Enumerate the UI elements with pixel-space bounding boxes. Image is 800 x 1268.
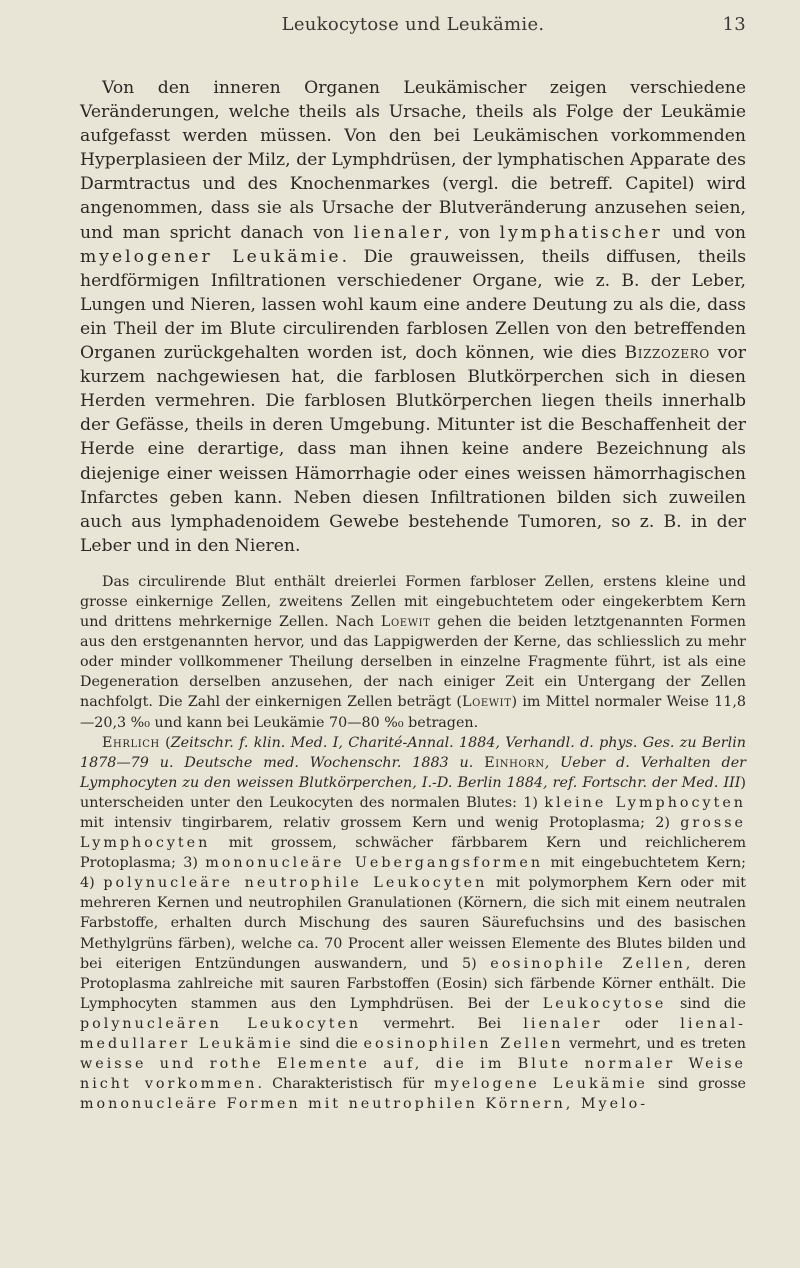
citation: , Ueber d. Verhalten der Lymphocyten zu den weissen Blutkörperchen, I.-D. Berlin 1884, ref. Fortschr. der Med. III	[80, 754, 746, 791]
text-run: oder	[602, 1015, 681, 1032]
text-run: . Charakteristisch für	[257, 1076, 435, 1093]
text-run: , deren Protoplasma zahlreiche mit sauren Farbstoffen (Eosin) sich färbende Körner enthält. Die Lymphocyten stammen aus den Lymphdrüsen. Bei der	[80, 955, 746, 1012]
page-number: 13	[722, 14, 746, 35]
text-run: ) unterscheiden unter den Leukocyten des normalen Blutes: 1)	[80, 774, 746, 811]
spaced-term: lienaler	[353, 222, 445, 243]
text-run: mit grossem, schwächer färbbarem Kern und reichlicherem Protoplasma; 3)	[80, 835, 746, 872]
spaced-term: mononucleäre Uebergangsformen	[205, 855, 544, 872]
text-run: vermehrt, und es treten	[563, 1036, 746, 1053]
paragraph-gap	[80, 558, 746, 572]
spaced-term: eosinophilen Zellen	[363, 1036, 564, 1053]
author-name: Bizzozero	[624, 343, 710, 364]
spaced-term: myelogener Leukämie	[80, 246, 342, 267]
text-run: vermehrt. Bei	[361, 1015, 524, 1032]
text-run: ) im Mittel normaler Weise 11,8—20,3 %₀ und kann bei Leukämie 70—80 %₀ betragen.	[80, 694, 746, 731]
running-title: Leukocytose und Leukämie.	[281, 14, 545, 35]
text-run: , von	[444, 222, 500, 243]
text-run: vor kurzem nachgewiesen hat, die farblosen Blutkörperchen sich in diesen Herden vermehren. Die farblosen Blutkörperchen liegen theils innerhalb der Gefässe, theils in deren Umgebung. Mitunter ist die Beschaffenheit der Herde eine derartige, dass man ihnen keine andere Bezeichnung als diejenige einer weissen Hämorrhagie oder eines weissen hämorrhagischen Infarctes geben kann. Neben diesen Infiltrationen bilden sich zuweilen auch aus lymphadenoidem Gewebe bestehende Tumoren, so z. B. in der Leber und in den Nieren.	[80, 343, 746, 556]
citation: Zeitschr. f. klin. Med. I, Charité-Annal. 1884, Verhandl. d. phys. Ges. zu Berlin 1878—79 u. Deutsche med. Wochenschr. 1883 u.	[80, 734, 746, 771]
text-run: sind die	[666, 995, 747, 1012]
paragraph-ehrlich	[80, 733, 746, 1115]
spaced-term: kleine Lymphocyten	[544, 794, 747, 811]
spaced-term: polynucleäre neutrophile Leukocyten	[103, 875, 488, 892]
spaced-term: lienal-medullarer Leukämie	[80, 1015, 746, 1053]
spaced-term: Leukocytose	[542, 995, 667, 1012]
spaced-term: grosse Lymphocyten	[80, 815, 746, 852]
spaced-term: lienaler	[523, 1015, 603, 1032]
author-name: Ehrlich	[102, 734, 160, 751]
spaced-term: weisse und rothe Elemente auf, die im Blute normaler Weise nicht vorkommen	[80, 1056, 746, 1093]
text-run: mit polymorphem Kern oder mit mehreren Kernen und neutrophilen Granulationen (Körnern, die sich mit einem neutralen Farbstoffe, erhalten durch Mischung des sauren Säurefuchsins und des basischen Methylgrüns färben), welche ca. 70 Procent aller weissen Elemente des Blutes bilden und bei eiterigen Entzündungen auswandern, und 5)	[80, 875, 747, 972]
spaced-term: polynucleären Leukocyten	[80, 1015, 362, 1032]
spaced-term: eosinophile Zellen	[490, 955, 686, 972]
text-run: . Die grauweissen, theils diffusen, theils herdförmigen Infiltrationen verschiedener Organe, wie z. B. der Leber, Lungen und Nieren, lassen wohl kaum eine andere Deutung zu als die, dass ein Theil der im Blute circulirenden farblosen Zellen von den betreffenden Organen zurückgehalten worden ist, doch können, wie dies	[80, 246, 747, 364]
text-run: mit eingebuchtetem Kern; 4)	[80, 855, 746, 892]
text-run: (	[159, 734, 171, 751]
spaced-term: myelogene Leukämie	[434, 1076, 648, 1093]
text-run: Von den inneren Organen Leukämischer zeigen verschiedene Veränderungen, welche theils als Ursache, theils als Folge der Leukämie aufgefasst werden müssen. Von den bei Leukämischen vorkommenden Hyperplasieen der Milz, der Lymphdrüsen, der lymphatischen Apparate des Darmtractus und des Knochenmarkes (vergl. die betreff. Capitel) wird angenommen, dass sie als Ursache der Blutveränderung anzusehen seien, und man spricht danach von	[80, 78, 746, 243]
text-run: sind die	[293, 1036, 364, 1053]
spaced-term: mononucleäre Formen mit neutrophilen Körnern, Myelo-	[80, 1096, 649, 1113]
paragraph-organs	[80, 76, 746, 558]
text-run: gehen die beiden letztgenannten Formen aus den erstgenannten hervor, und das Lappigwerden der Kerne, das schliesslich zu mehr oder minder vollkommener Theilung derselben in einzelne Fragmente führt, ist als eine Degeneration derselben anzusehen, der nach einiger Zeit ein Untergang der Zellen nachfolgt. Die Zahl der einkernigen Zellen beträgt (	[80, 614, 746, 711]
text-run: und von	[662, 222, 746, 243]
author-name: Einhorn	[484, 754, 545, 771]
paragraph-blood-cells	[80, 572, 746, 733]
running-head	[80, 14, 746, 42]
text-run: mit intensiv tingirbarem, relativ grossem Kern und wenig Protoplasma; 2)	[80, 815, 681, 831]
author-name: Loewit	[462, 694, 512, 711]
text-run: sind grosse	[647, 1076, 747, 1093]
text-run: Das circulirende Blut enthält dreierlei Formen farbloser Zellen, erstens kleine und grosse einkernige Zellen, zweitens Zellen mit eingebuchtetem oder eingekerbtem Kern und drittens mehrkernige Zellen. Nach	[80, 573, 746, 631]
author-name: Loewit	[380, 614, 431, 631]
spaced-term: lymphatischer	[499, 222, 663, 243]
